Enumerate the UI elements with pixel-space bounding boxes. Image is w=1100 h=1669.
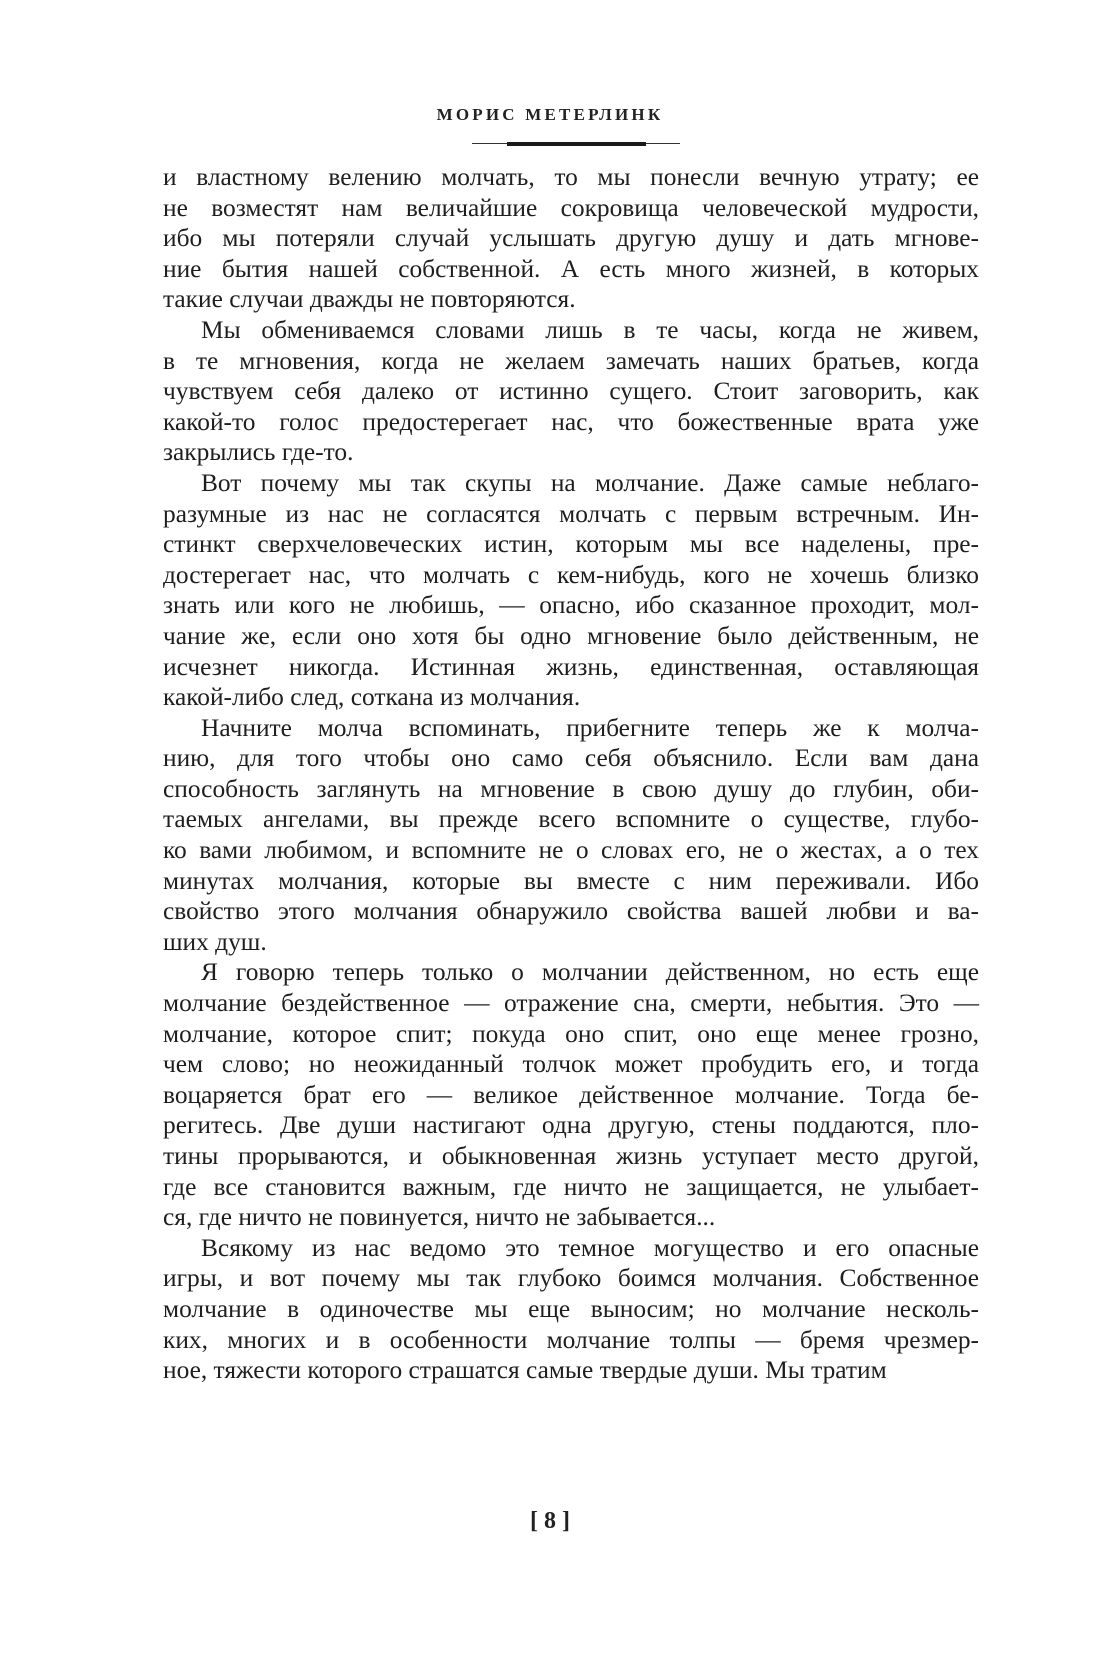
text-line: регитесь. Две души настигают одна другую, стены поддаются, пло-: [163, 1111, 979, 1140]
text-line: молчание, которое спит; покуда оно спит, оно еще менее грозно,: [163, 1019, 979, 1048]
text-line: ших душ.: [163, 927, 267, 956]
text-line: какой-то голос предостерегает нас, что божественные врата уже: [163, 407, 979, 436]
page-number: [ 8 ]: [530, 1508, 570, 1534]
text-line: чание же, если оно хотя бы одно мгновение было действенным, не: [163, 621, 979, 650]
paragraph: [163, 315, 979, 468]
text-line: ких, многих и в особенности молчание толпы — бремя чрезмер-: [163, 1325, 979, 1354]
text-line: минутах молчания, которые вы вместе с ним переживали. Ибо: [163, 866, 979, 895]
text-line: ние бытия нашей собственной. А есть много жизней, в которых: [163, 254, 979, 283]
text-line: игры, и вот почему мы так глубоко боимся молчания. Собственное: [163, 1264, 979, 1293]
text-line: знать или кого не любишь, — опасно, ибо сказанное проходит, мол-: [163, 591, 979, 620]
text-line: чем слово; но неожиданный толчок может пробудить его, и тогда: [163, 1050, 979, 1079]
text-line: исчезнет никогда. Истинная жизнь, единственная, оставляющая: [163, 652, 979, 681]
paragraph: [163, 713, 979, 958]
text-line: Начните молча вспоминать, прибегните теперь же к молча-: [201, 713, 979, 742]
text-line: ное, тяжести которого страшатся самые твердые души. Мы тратим: [163, 1356, 887, 1385]
paragraph: [163, 162, 979, 315]
text-line: таемых ангелами, вы прежде всего вспомните о существе, глубо-: [163, 805, 979, 834]
text-line: ся, где ничто не повинуется, ничто не забывается...: [163, 1203, 716, 1232]
text-line: какой-либо след, соткана из молчания.: [163, 683, 581, 712]
paragraph: [163, 468, 979, 713]
text-line: не возместят нам величайшие сокровища человеческой мудрости,: [163, 193, 979, 222]
text-line: закрылись где-то.: [163, 438, 354, 467]
text-line: воцаряется брат его — великое действенное молчание. Тогда бе-: [163, 1080, 979, 1109]
text-line: такие случаи дважды не повторяются.: [163, 285, 576, 314]
text-line: молчание в одиночестве мы еще выносим; но молчание несколь-: [163, 1294, 979, 1323]
text-line: молчание бездейственное — отражение сна, смерти, небытия. Это —: [163, 989, 979, 1018]
text-line: и властному велению молчать, то мы понесли вечную утрату; ее: [163, 163, 979, 191]
paragraph: [163, 957, 979, 1232]
body-text: [163, 162, 979, 1386]
text-line: Вот почему мы так скупы на молчание. Даже самые неблаго-: [201, 468, 979, 497]
running-head-author: МОРИС МЕТЕРЛИНК: [436, 105, 664, 124]
text-line: Я говорю теперь только о молчании действенном, но есть еще: [201, 958, 979, 987]
text-line: разумные из нас не согласятся молчать с первым встречным. Ин-: [163, 499, 979, 528]
text-line: где все становится важным, где ничто не защищается, не улыбает-: [163, 1172, 979, 1201]
paragraph: [163, 1233, 979, 1386]
text-line: свойство этого молчания обнаружило свойства вашей любви и ва-: [163, 897, 979, 926]
text-line: стинкт сверхчеловеческих истин, которым мы все наделены, пре-: [163, 530, 979, 559]
text-line: Всякому из нас ведомо это темное могущество и его опасные: [201, 1233, 979, 1262]
text-line: ибо мы потеряли случай услышать другую душу и дать мгнове-: [163, 224, 979, 253]
text-line: достерегает нас, что молчать с кем-нибудь, кого не хочешь близко: [163, 560, 979, 589]
header-rule-thick: [507, 142, 646, 146]
text-line: тины прорываются, и обыкновенная жизнь уступает место другой,: [163, 1142, 979, 1170]
text-line: ко вами любимом, и вспомните не о словах его, не о жестах, а о тех: [163, 836, 979, 865]
text-line: нию, для того чтобы оно само себя объяснило. Если вам дана: [163, 744, 979, 773]
text-line: способность заглянуть на мгновение в свою душу до глубин, оби-: [163, 774, 979, 803]
text-line: в те мгновения, когда не желаем замечать наших братьев, когда: [163, 346, 979, 375]
text-line: чувствуем себя далеко от истинно сущего. Стоит заговорить, как: [163, 377, 979, 406]
text-line: Мы обмениваемся словами лишь в те часы, когда не живем,: [201, 315, 979, 344]
